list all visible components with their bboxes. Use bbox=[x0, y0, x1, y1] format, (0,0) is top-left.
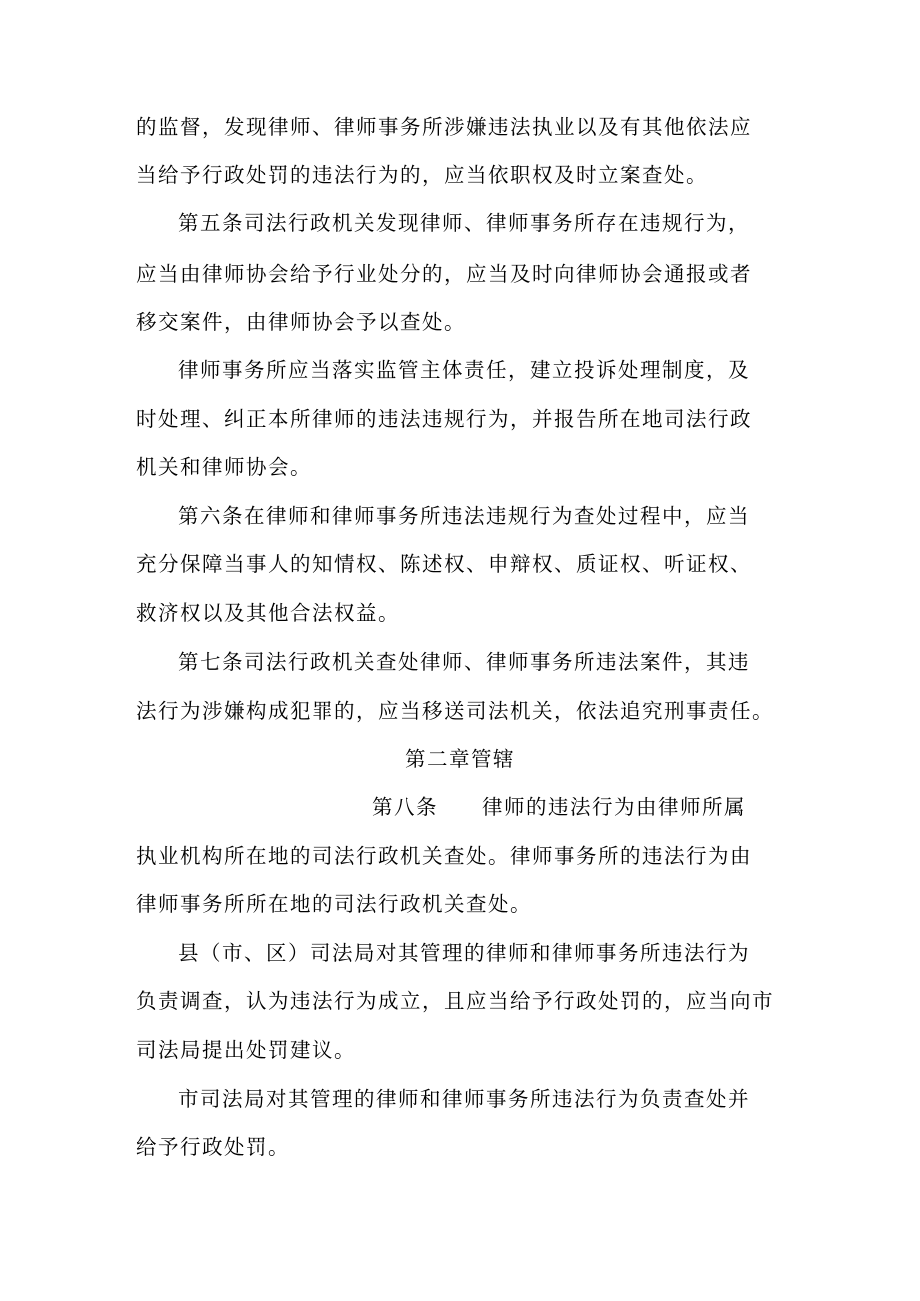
paragraph-start: 律师事务所应当落实监管主体责任，建立投诉处理制度，及 bbox=[178, 358, 750, 382]
text-line: 给予行政处罚。 bbox=[136, 1135, 290, 1159]
chapter-heading: 第二章管辖 bbox=[405, 747, 515, 771]
text-line: 当给予行政处罚的违法行为的，应当依职权及时立案查处。 bbox=[136, 163, 708, 187]
text-line: 充分保障当事人的知情权、陈述权、申辩权、质证权、听证权、 bbox=[136, 552, 752, 576]
text-line: 法行为涉嫌构成犯罪的，应当移送司法机关，依法追究刑事责任。 bbox=[136, 699, 774, 723]
paragraph-start: 县（市、区）司法局对其管理的律师和律师事务所违法行为 bbox=[178, 941, 750, 965]
article-5-start: 第五条司法行政机关发现律师、律师事务所存在违规行为， bbox=[178, 211, 750, 235]
paragraph-start: 市司法局对其管理的律师和律师事务所违法行为负责查处并 bbox=[178, 1087, 750, 1111]
article-6-start: 第六条在律师和律师事务所违法违规行为查处过程中，应当 bbox=[178, 504, 750, 528]
text-line: 的监督，发现律师、律师事务所涉嫌违法执业以及有其他依法应 bbox=[136, 115, 752, 139]
article-7-start: 第七条司法行政机关查处律师、律师事务所违法案件，其违 bbox=[178, 650, 750, 674]
text-line: 律师事务所所在地的司法行政机关查处。 bbox=[136, 892, 532, 916]
text-line: 司法局提出处罚建议。 bbox=[136, 1038, 356, 1062]
text-line: 负责调查，认为违法行为成立，且应当给予行政处罚的，应当向市 bbox=[136, 989, 774, 1013]
text-line: 应当由律师协会给予行业处分的，应当及时向律师协会通报或者 bbox=[136, 262, 752, 286]
text-line: 救济权以及其他合法权益。 bbox=[136, 601, 400, 625]
text-line: 时处理、纠正本所律师的违法违规行为，并报告所在地司法行政 bbox=[136, 407, 752, 431]
text-line: 执业机构所在地的司法行政机关查处。律师事务所的违法行为由 bbox=[136, 844, 752, 868]
text-line: 移交案件，由律师协会予以查处。 bbox=[136, 310, 466, 334]
text-line: 机关和律师协会。 bbox=[136, 455, 312, 479]
article-8-start: 第八条 律师的违法行为由律师所属 bbox=[372, 795, 746, 819]
